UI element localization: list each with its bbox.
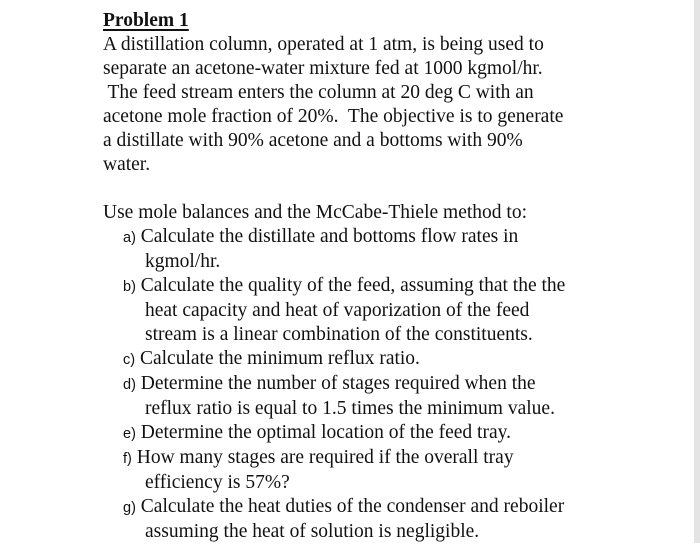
- task-text: Determine the number of stages required when the: [140, 373, 536, 394]
- paragraph-spacer: [103, 177, 603, 201]
- task-item-e: [123, 421, 603, 446]
- task-list: [103, 225, 603, 544]
- task-text-cont: reflux ratio is equal to 1.5 times the minimum value.: [145, 398, 555, 419]
- description-line: a distillate with 90% acetone and a bottoms with 90%: [103, 130, 523, 151]
- task-label: g): [123, 500, 136, 516]
- description-line: acetone mole fraction of 20%. The objective is to generate: [103, 106, 564, 127]
- problem-document: [103, 9, 603, 544]
- task-label: e): [123, 426, 136, 442]
- task-text: Calculate the distillate and bottoms flow rates in: [140, 226, 519, 247]
- problem-title: Problem 1: [103, 10, 189, 31]
- task-item-a: [123, 225, 603, 274]
- task-text-cont: kgmol/hr.: [145, 251, 221, 272]
- task-label: d): [123, 377, 136, 393]
- task-text-cont: assuming the heat of solution is negligible.: [145, 521, 480, 542]
- problem-description: [103, 33, 603, 177]
- task-label: c): [123, 352, 136, 368]
- task-label: b): [123, 279, 136, 295]
- task-item-b: [123, 274, 603, 347]
- task-label: f): [123, 451, 132, 467]
- description-line: water.: [103, 154, 151, 175]
- task-text-cont: heat capacity and heat of vaporization of the feed: [145, 300, 530, 321]
- task-intro: Use mole balances and the McCabe-Thiele method to:: [103, 202, 527, 223]
- task-item-c: [123, 347, 603, 372]
- task-text-cont: stream is a linear combination of the constituents.: [145, 324, 533, 345]
- task-label: a): [123, 230, 136, 246]
- task-text: Calculate the minimum reflux ratio.: [139, 348, 420, 369]
- task-item-g: [123, 495, 603, 544]
- task-text: How many stages are required if the overall tray: [136, 447, 514, 468]
- task-text: Calculate the heat duties of the condenser and reboiler: [140, 496, 565, 517]
- task-text: Determine the optimal location of the feed tray.: [140, 422, 511, 443]
- task-text-cont: efficiency is 57%?: [145, 472, 290, 493]
- task-item-d: [123, 372, 603, 421]
- task-text: Calculate the quality of the feed, assuming that the the: [140, 275, 566, 296]
- description-line: A distillation column, operated at 1 atm, is being used to: [103, 34, 544, 55]
- description-line: separate an acetone-water mixture fed at 1000 kgmol/hr.: [103, 58, 543, 79]
- task-item-f: [123, 446, 603, 495]
- description-line: The feed stream enters the column at 20 deg C with an: [103, 82, 534, 103]
- page-edge: [694, 0, 700, 543]
